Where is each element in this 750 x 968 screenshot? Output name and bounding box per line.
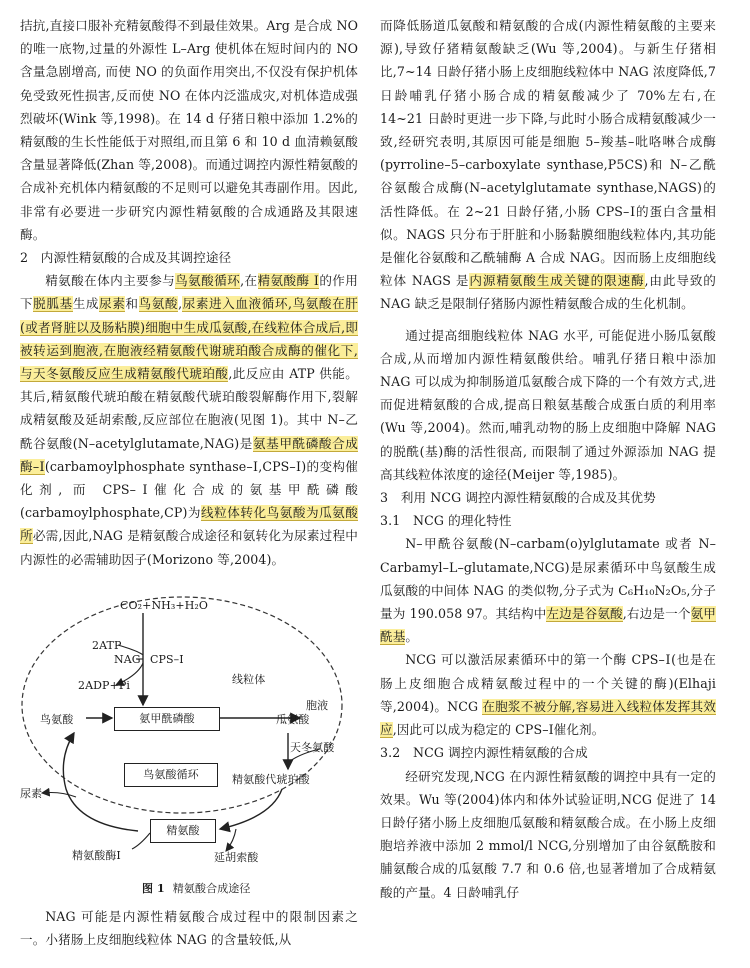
arginase-label: 精氨酸酶Ⅰ [72,848,121,862]
ornithine-cycle-box: 鸟氨酸循环 [124,763,218,787]
highlight-urea-pathway: 尿素进入血液循环,鸟氨酸在肝(或者肾脏以及肠粘膜)细胞中生成瓜氨酸,在线粒体合成后,即被转运到胞液,在胞液经精氨酸代谢琥珀酸合成酶的催化下,与天冬氨酸反应生成精氨酸代琥珀酸 [20,296,358,382]
adp-label: 2ADP+Pi [78,678,130,692]
highlight-deguanidino: 脱胍基 [33,296,73,312]
highlight-mito-conversion: 线粒体转化鸟氨酸为瓜氨酸所 [20,505,358,544]
co2-formula-label: CO₂+NH₃+H₂O [120,598,209,612]
right-paragraph-5: 经研究发现,NCG 在内源性精氨酸的调控中具有一定的效果。Wu 等(2004)体内和体外试验证明,NCG 促进了 14 日龄仔猪小肠上皮细胞瓜氨酸和精氨酸合成。在小肠上皮细胞培养液中添加 2 mmol/l NCG,分别增加了由谷氨酰胺和脯氨酸合成的瓜氨酸 7.7 和 0.6 倍,也显著增加了合成精氨酸的产量。4 日龄哺乳仔 [380,768,716,900]
section-2-heading: 2 内源性精氨酸的合成及其调控途径 [20,250,232,266]
arginine-box: 精氨酸 [150,819,216,843]
right-paragraph-2: 通过提高细胞线粒体 NAG 水平, 可能促进小肠瓜氨酸合成,从而增加内源性精氨酸供给。哺乳仔猪日粮中添加 NAG 可以成为抑制肠道瓜氨酸合成下降的一个有效方式,进而促进精氨酸的合成,提高日粮氨基酸合成蛋白质的利用率(Wu 等,2004)。然而,哺乳动物的肠上皮细胞中降解 NAG 的脱酰(基)酶的活性很高, 而限制了通过外源添加 NAG 提高其线粒体浓度的途径(Meijer 等,1985)。 [380,327,716,482]
highlight-enters-mitochondria: 在胞浆不被分解,容易进入线粒体发挥其效应 [380,698,717,738]
highlight-rate-limiting-enzyme: 内源精氨酸生成关键的限速酶 [469,273,645,289]
highlight-cps1: 氨基甲酰磷酸合成酶–Ⅰ [20,435,358,474]
right-column [380,14,716,904]
highlight-glutamate-left: 左边是谷氨酸 [546,606,623,622]
nag-label: NAG [114,652,141,666]
citrulline-label: 瓜氨酸 [276,712,310,726]
highlight-urea: 尿素 [99,296,126,312]
right-paragraph-1: 而降低肠道瓜氨酸和精氨酸的合成(内源性精氨酸的主要来源),导致仔猪精氨酸缺乏(Wu 等,2004)。与新生仔猪相比,7~14 日龄仔猪小肠上皮细胞线粒体中 NAG 浓度降低,7 日龄哺乳仔猪小肠合成的精氨酸减少了 70%左右,在 14~21 日龄时更进一步下降,与此时小肠合成精氨酸减少一致,经研究表明,其原因可能是细胞 5–羧基–吡咯啉合成酶 (pyrroline–5–carboxylate synthase,P5CS)和 N–乙酰谷氨酸合成酶(N–acetylglutamate synthase,NAGS)的活性降低。在 2~21 日龄仔猪,小肠 CPS–Ⅰ的蛋白含量相似。NAGS 只分布于肝脏和小肠黏膜细胞线粒体内,其功能是催化谷氨酸和乙酰辅酶 A 合成 NAG。因而肠上皮细胞线粒体 NAGS 是内源精氨酸生成关键的限速酶,由此导致的 NAG 缺乏是限制仔猪肠内源性精氨酸合成的生化机制。 [380,18,716,312]
left-paragraph-3: NAG 可能是内源性精氨酸合成过程中的限制因素之一。小猪肠上皮细胞线粒体 NAG 的含量较低,从 [20,908,358,948]
highlight-ornithine-cycle: 鸟氨酸循环 [175,273,241,289]
highlight-ornithine: 鸟氨酸 [138,296,179,312]
argininosuccinate-label: 精氨酸代琥珀酸 [232,772,310,786]
left-paragraph-2: 精氨酸在体内主要参与鸟氨酸循环,在精氨酸酶 Ⅰ的作用下脱胍基生成尿素和鸟氨酸,尿素进入血液循环,鸟氨酸在肝(或者肾脏以及肠粘膜)细胞中生成瓜氨酸,在线粒体合成后,即被转运到胞液,在胞液经精氨酸代谢琥珀酸合成酶的催化下,与天冬氨酸反应生成精氨酸代琥珀酸,此反应由 ATP 供能。其后,精氨酸代琥珀酸在精氨酸代琥珀酸裂解酶作用下,裂解成精氨酸及延胡索酸,反应部位在胞液(见图 1)。其中 N–乙酰谷氨酸(N–acetylglutamate,NAG)是氨基甲酰磷酸合成酶–Ⅰ(carbamoylphosphate synthase–Ⅰ,CPS–Ⅰ)的变构催化剂, 而 CPS–Ⅰ催化合成的氨基甲酰磷酸(carbamoylphosphate,CP)为线粒体转化鸟氨酸为瓜氨酸所必需,因此,NAG 是精氨酸合成途径和氨转化为尿素过程中内源性的必需辅助因子(Morizono 等,2004)。 [20,273,359,567]
ornithine-label: 鸟氨酸 [40,712,74,726]
highlight-arginase: 精氨酸酶 Ⅰ [257,273,320,289]
left-paragraph-1: 拮抗,直接口服补充精氨酸得不到最佳效果。Arg 是合成 NO 的唯一底物,过量的外源性 L–Arg 使机体在短时间内的 NO 含量急剧增高, 而使 NO 的负面作用突出,不仅没有保护机体免受致死性损害,反而使 NO 在体内泛滥成灾,对机体造成强烈破坏(Wink 等,1998)。在 14 d 仔猪日粮中添加 1.2%的精氨酸的生长性能低于对照组,而且第 6 和 10 d 血清赖氨酸含量显著降低(Zhan 等,2008)。而通过调控内源性精氨酸的合成补充机体内精氨酸的不足则可以避免其毒副作用。因此,非常有必要进一步研究内源性精氨酸的合成通路及其限速酶。 [20,18,358,242]
highlight-carbamoyl-group: 氨甲酰基 [380,606,716,645]
section-3-heading: 3 利用 NCG 调控内源性精氨酸的合成及其优势 [380,490,656,506]
figure-caption: 图 1 精氨酸合成途径 [142,881,251,895]
left-column [20,14,358,951]
atp-label: 2ATP [92,638,122,652]
section-3-1-heading: 3.1 NCG 的理化特性 [380,513,512,529]
right-paragraph-3: N–甲酰谷氨酸(N–carbam(o)ylglutamate 或者 N–Carbamyl–L–glutamate,NCG)是尿素循环中鸟氨酸生成瓜氨酸的中间体 NAG 的类似物,分子式为 C₆H₁₀N₂O₅,分子量为 190.058 97。其结构中左边是谷氨酸,右边是一个氨甲酰基。 [380,536,716,645]
cytosol-label: 胞液 [306,698,329,712]
cps1-label: CPS–Ⅰ [150,652,184,666]
urea-label: 尿素 [20,786,43,800]
aspartate-label: 天冬氨酸 [290,740,335,754]
fumarate-label: 延胡索酸 [214,850,259,864]
carbamoyl-phosphate-box: 氨甲酰磷酸 [114,707,220,731]
section-3-2-heading: 3.2 NCG 调控内源性精氨酸的合成 [380,745,588,761]
right-paragraph-4: NCG 可以激活尿素循环中的第一个酶 CPS–Ⅰ(也是在肠上皮细胞合成精氨酸过程中的一个关键的酶)(Elhaji 等,2004)。NCG 在胞浆不被分解,容易进入线粒体发挥其效应,因此可以成为稳定的 CPS–Ⅰ催化剂。 [380,652,717,738]
mitochondria-label: 线粒体 [232,672,266,686]
figure-1-arginine-pathway [20,593,358,899]
